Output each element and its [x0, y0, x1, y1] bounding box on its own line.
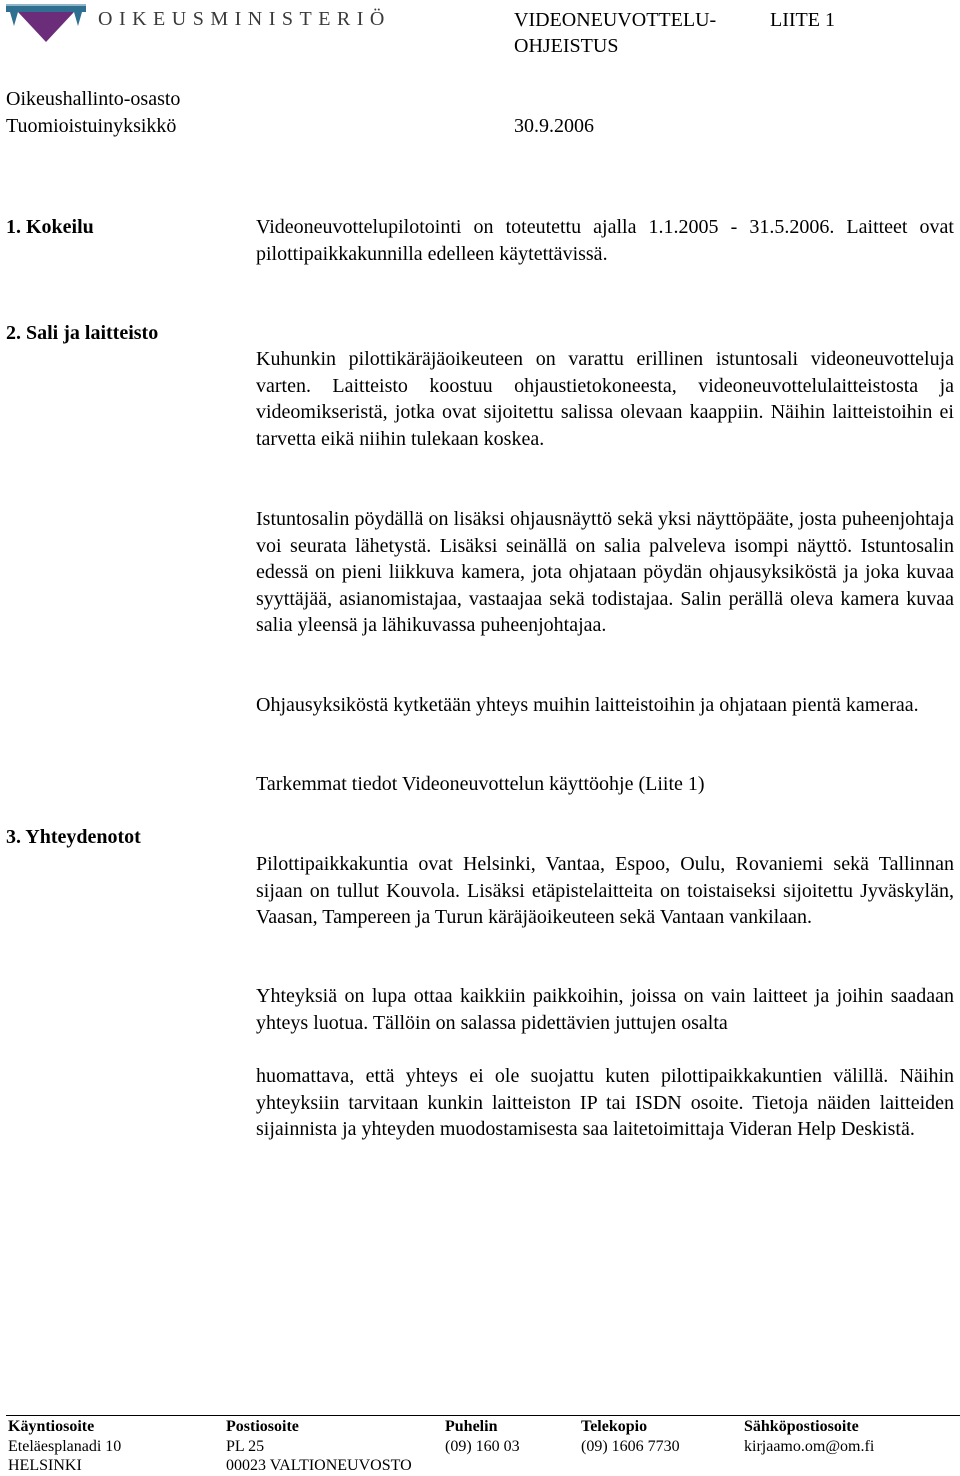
section-paragraph: Videoneuvottelupilotointi on toteutettu ajalla 1.1.2005 - 31.5.2006. Laitteet ovat pilottipaikkakunnilla edelleen käytettävissä. [256, 216, 954, 265]
footer-label: Käyntiosoite [8, 1418, 95, 1435]
footer-label: Puhelin [445, 1418, 498, 1435]
section-heading-kokeilu: 1. Kokeilu [6, 216, 94, 238]
footer-label: Postiosoite [226, 1418, 299, 1435]
department-name: Oikeushallinto-osasto [6, 88, 181, 110]
section-paragraph: Tarkemmat tiedot Videoneuvottelun käyttöohje (Liite 1) [256, 773, 705, 795]
footer-email-link[interactable]: kirjaamo.om@om.fi [744, 1437, 875, 1455]
document-date: 30.9.2006 [514, 115, 594, 137]
logo-side-left [10, 12, 18, 26]
footer-value: (09) 160 03 [445, 1437, 520, 1455]
footer-label: Sähköpostiosoite [744, 1418, 859, 1435]
footer-postal-address [226, 1417, 412, 1476]
section-paragraph: Istuntosalin pöydällä on lisäksi ohjausnäyttö sekä yksi näyttöpääte, josta puheenjohtaja voi seurata lähetystä. Lisäksi seinällä on salia palveleva isompi näyttö. Istuntosalin edessä on pieni liikkuva kamera, jota ohjataan pöydän ohjausyksiköstä ja joka kuvaa syyttäjää, asianomistajaa, vastaajaa sekä todistajaa. Salin perällä oleva kamera kuvaa salia yleensä ja lähikuvassa puheenjohtajaa. [256, 508, 954, 636]
section-paragraph: Ohjausyksiköstä kytketään yhteys muihin laitteistoihin ja ohjataan pientä kameraa. [256, 694, 919, 716]
section-paragraph: Yhteyksiä on lupa ottaa kaikkiin paikkoihin, joissa on vain laitteet ja joihin saadaan yhteys luotua. Tällöin on salassa pidettävien juttujen osalta [256, 985, 954, 1034]
appendix-label: LIITE 1 [770, 9, 835, 31]
footer-label: Telekopio [581, 1418, 648, 1435]
unit-name: Tuomioistuinyksikkö [6, 115, 177, 137]
section-heading-sali-ja-laitteisto: 2. Sali ja laitteisto [6, 322, 159, 344]
section-paragraph: huomattava, että yhteys ei ole suojattu kuten pilottipaikkakuntien välillä. Näihin yhteyksiin tarvitaan kunkin laitteiston IP tai ISDN osoite. Tietoja näiden laitteiden sijainnista ja yhteyden muodostamisesta saa laitetoimittaja Videran Help Deskistä. [256, 1065, 954, 1140]
logo-triangle [18, 12, 74, 42]
footer-value: PL 25 [226, 1437, 265, 1455]
footer-value: 00023 VALTIONEUVOSTO [226, 1457, 412, 1474]
footer-email [744, 1417, 874, 1456]
section-paragraph: Kuhunkin pilottikäräjäoikeuteen on varattu erillinen istuntosali videoneuvotteluja varten. Laitteisto koostuu ohjaustietokoneesta, videoneuvottelulaitteistosta ja videomikseristä, jotka ovat sijoitettu salissa olevaan kaappiin. Näihin laitteistoihin ei tarvetta eikä niihin tulekaan koskea. [256, 348, 954, 450]
footer-value: (09) 1606 7730 [581, 1437, 680, 1455]
footer-value: HELSINKI [8, 1457, 82, 1474]
footer-visit-address [8, 1417, 121, 1476]
ministry-logo [6, 4, 86, 44]
footer-fax [581, 1417, 680, 1456]
ministry-name: OIKEUSMINISTERIÖ [98, 8, 391, 30]
footer-rule [6, 1415, 960, 1416]
logo-side-right [74, 12, 82, 26]
footer-phone [445, 1417, 520, 1456]
footer-value: Eteläesplanadi 10 [8, 1437, 122, 1455]
section-heading-yhteydenotot: 3. Yhteydenotot [6, 826, 141, 848]
section-paragraph: Pilottipaikkakuntia ovat Helsinki, Vantaa, Espoo, Oulu, Rovaniemi sekä Tallinnan sijaan on tullut Kouvola. Lisäksi etäpistelaitteita on toistaiseksi sijoitettu Jyväskylän, Vaasan, Tampereen ja Turun käräjäoikeuteen sekä Vantaan vankilaan. [256, 853, 954, 928]
logo-bar-highlight [6, 4, 86, 6]
document-title: VIDEONEUVOTTELU-OHJEISTUS [514, 9, 717, 57]
